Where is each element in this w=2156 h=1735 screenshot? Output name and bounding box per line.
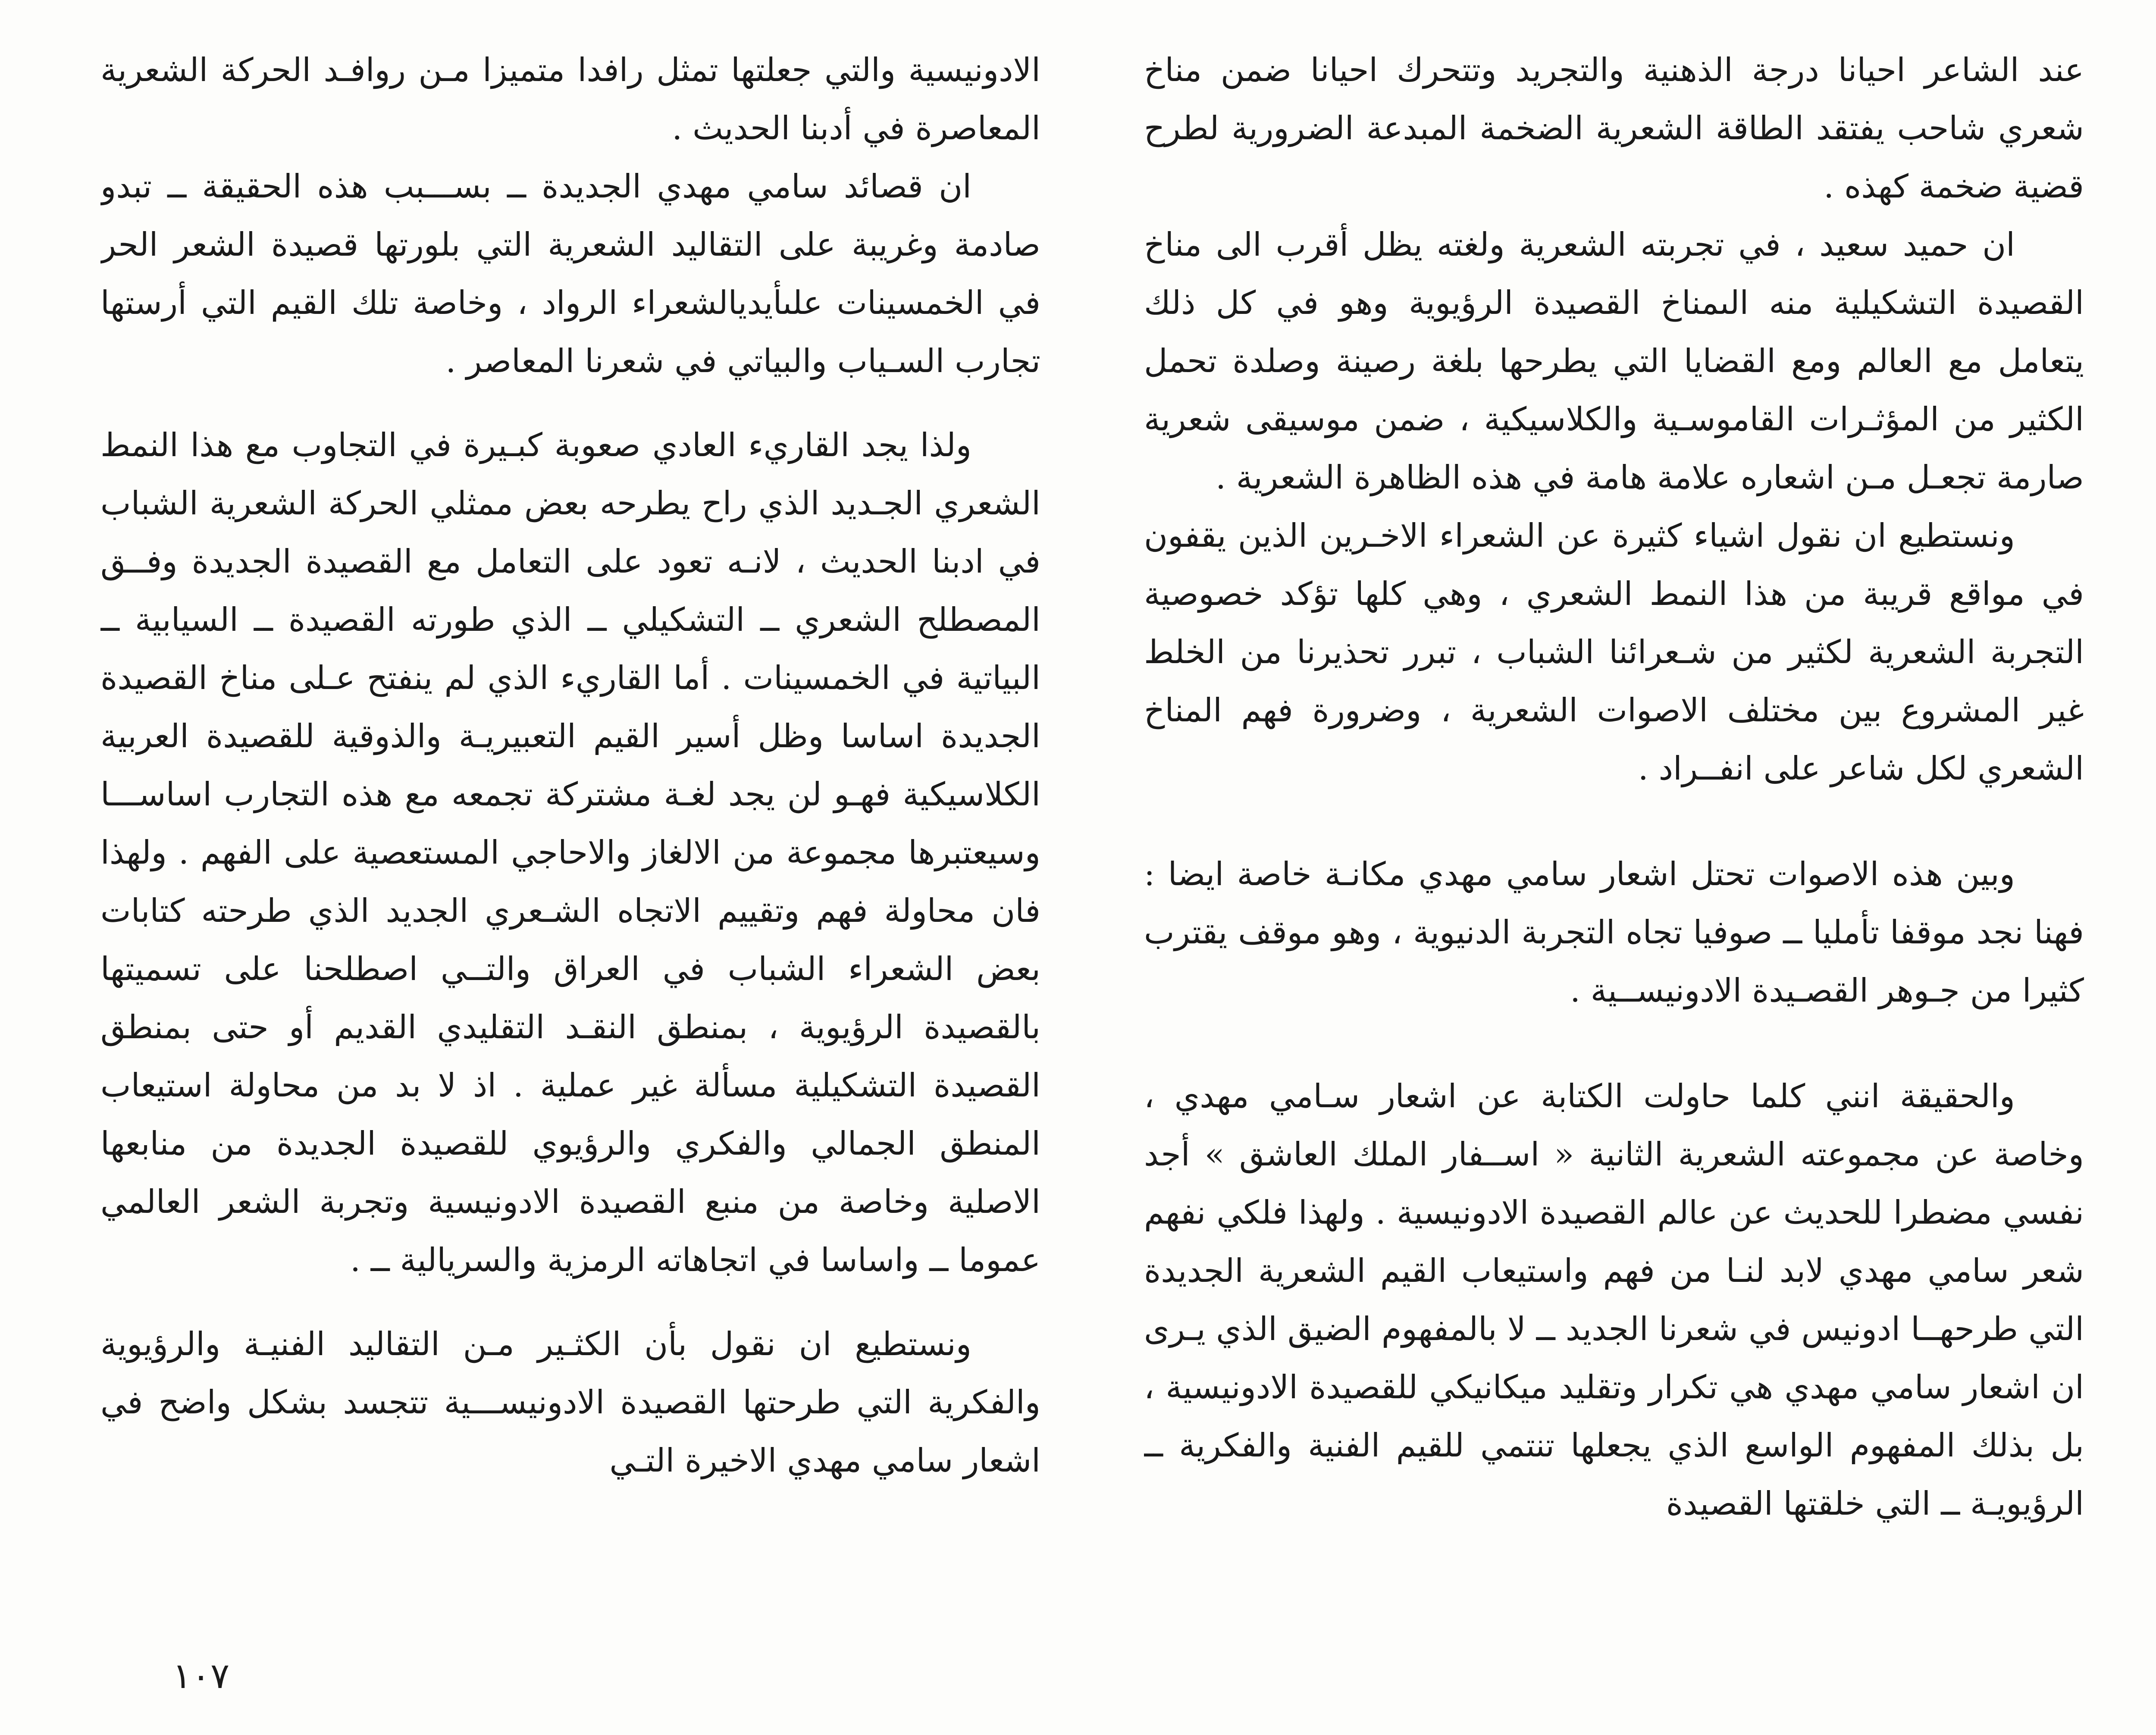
paragraph-7: ان قصائد سامي مهدي الجديدة ــ بســـبب هذه الحقيقة ــ تبدو صادمة وغريبة على التقاليد الشعرية التي بلورتها قصيدة الشعر الحر في الخمسينات علىأيديالشعراء الرواد ، وخاصة تلك القيم التي أرستها تجارب السـياب والبياتي في شعرنا المعاصر . <box>100 167 1040 380</box>
right-column <box>1144 41 2084 1679</box>
paragraph-8: ولذا يجد القاريء العادي صعوبة كبـيرة في التجاوب مع هذا النمط الشعري الجـديد الذي راح يطرحه بعض ممثلي الحركة الشعرية الشباب في ادبنا الحديث ، لانـه تعود على التعامل مع القصيدة الجديدة وفــق المصطلح الشعري ــ التشكيلي ــ الذي طورته القصيدة ــ السيابية ــ البياتية في الخمسينات . أما القاريء الذي لم ينفتح عـلى مناخ القصيدة الجديدة اساسا وظل أسير القيم التعبيريـة والذوقية للقصيدة العربية الكلاسيكية فهـو لن يجد لغـة مشتركة تجمعه مع هذه التجارب اساســـا وسيعتبرها مجموعة من الالغاز والاحاجي المستعصية على الفهم . ولهذا فان محاولة فهم وتقييم الاتجاه الشـعري الجديد الذي طرحته كتابات بعض الشعراء الشباب في العراق والتــي اصطلحنا على تسميتها بالقصيدة الرؤيوية ، بمنطق النقـد التقليدي القديم أو حتى بمنطق القصيدة التشكيلية مسألة غير عملية . اذ لا بد من محاولة استيعاب المنطق الجمالي والفكري والرؤيوي للقصيدة الجديدة من منابعها الاصلية وخاصة من منبع القصيدة الادونيسية وتجربة الشعر العالمي عموما ــ واساسا في اتجاهاته الرمزية والسريالية ــ . <box>100 426 1040 1279</box>
paragraph-6: الادونيسية والتي جعلتها تمثل رافدا متميزا مـن روافـد الحركة الشعرية المعاصرة في أدبنا الحديث . <box>100 51 1040 147</box>
paragraph-2: ان حميد سعيد ، في تجربته الشعرية ولغته يظل أقرب الى مناخ القصيدة التشكيلية منه الىمناخ القصيدة الرؤيوية وهو في كل ذلك يتعامل مع العالم ومع القضايا التي يطرحها بلغة رصينة وصلدة تحمل الكثير من المؤثـرات القاموسـية والكلاسيكية ، ضمن موسيقى شعرية صارمة تجعـل مـن اشعاره علامة هامة في هذه الظاهرة الشعرية . <box>1144 225 2084 496</box>
left-column <box>100 41 1040 1679</box>
paragraph-1: عند الشاعر احيانا درجة الذهنية والتجريد وتتحرك احيانا ضمن مناخ شعري شاحب يفتقد الطاقة الشعرية الضخمة المبدعة الضرورية لطرح قضية ضخمة كهذه . <box>1144 51 2084 205</box>
paragraph-4: وبين هذه الاصوات تحتل اشعار سامي مهدي مكانـة خاصة ايضا : فهنا نجد موقفا تأمليا ــ صوفيا تجاه التجربة الدنيوية ، وهو موقف يقترب كثيرا من جـوهر القصـيدة الادونيســية . <box>1144 855 2084 1009</box>
page-number: ١٠٧ <box>172 1656 230 1697</box>
paragraph-3: ونستطيع ان نقول اشياء كثيرة عن الشعراء الاخـرين الذين يقفون في مواقع قريبة من هذا النمط الشعري ، وهي كلها تؤكد خصوصية التجربة الشعرية لكثير من شـعرائنا الشباب ، تبرر تحذيرنا من الخلط غير المشروع بين مختلف الاصوات الشعرية ، وضرورة فهم المناخ الشعري لكل شاعر على انفــراد . <box>1144 517 2084 787</box>
paragraph-5: والحقيقة انني كلما حاولت الكتابة عن اشعار سـامي مهدي ، وخاصة عن مجموعته الشعرية الثانية « اســفار الملك العاشق » أجد نفسي مضطرا للحديث عن عالم القصيدة الادونيسية . ولهذا فلكي نفهم شعر سامي مهدي لابد لنـا من فهم واستيعاب القيم الشعرية الجديدة التي طرحهــا ادونيس في شعرنا الجديد ــ لا بالمفهوم الضيق الذي يـرى ان اشعار سامي مهدي هي تكرار وتقليد ميكانيكي للقصيدة الادونيسية ، بل بذلك المفهوم الواسع الذي يجعلها تنتمي للقيم الفنية والفكرية ــ الرؤيويـة ــ التي خلقتها القصيدة <box>1144 1077 2084 1522</box>
paragraph-9: ونستطيع ان نقول بأن الكثـير مـن التقاليد الفنيـة والرؤيوية والفكرية التي طرحتها القصيدة الادونيســـية تتجسد بشكل واضح في اشعار سامي مهدي الاخيرة التـي <box>100 1325 1040 1479</box>
